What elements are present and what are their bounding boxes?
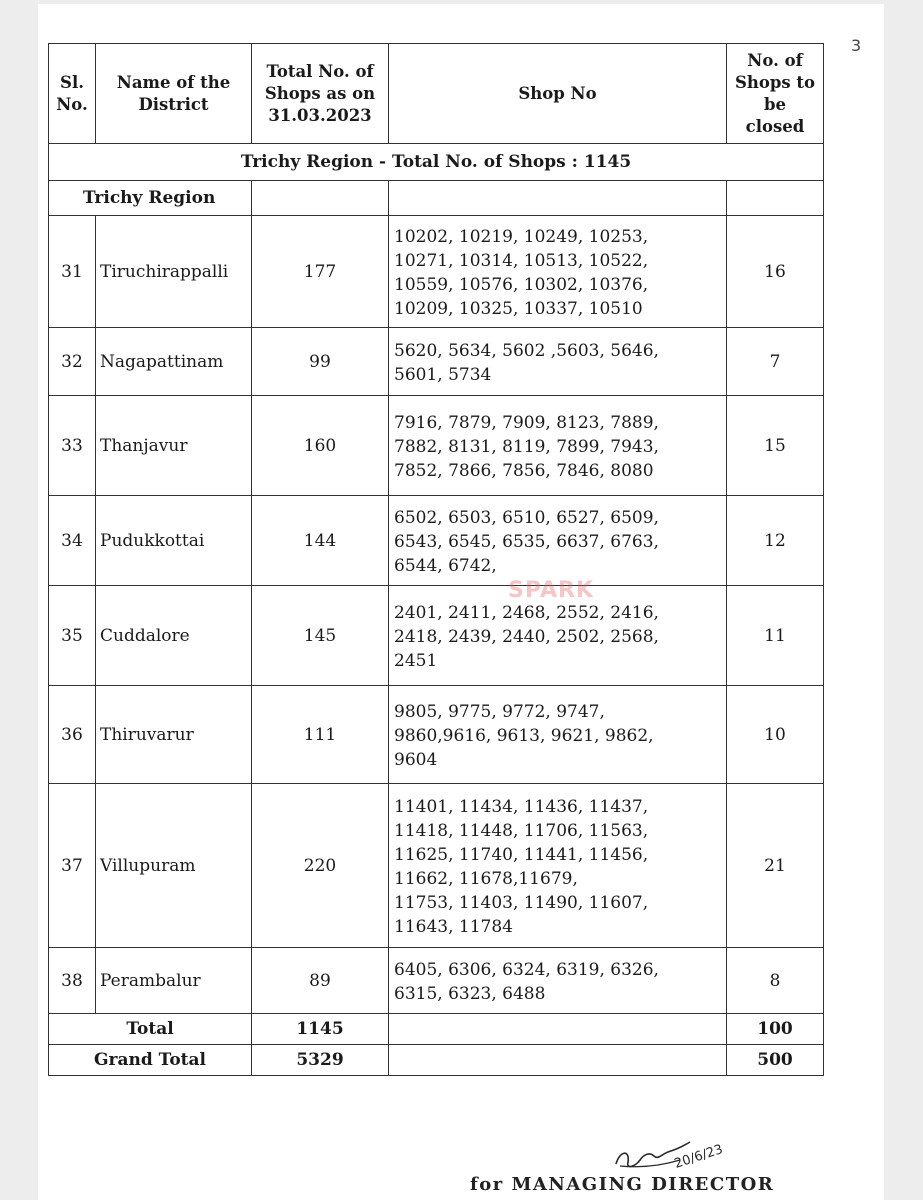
watermark-logo: SPARK — [508, 578, 594, 603]
row-total-shops: 111 — [252, 686, 389, 784]
row-shop-numbers: 2401, 2411, 2468, 2552, 2416, 2418, 2439, 2440, 2502, 2568, 2451 — [389, 586, 727, 686]
total-closed: 100 — [727, 1014, 824, 1045]
district-rows — [49, 216, 824, 1014]
row-sl-no: 38 — [49, 948, 96, 1014]
table-row — [49, 784, 824, 948]
row-shop-numbers: 9805, 9775, 9772, 9747, 9860,9616, 9613, 9621, 9862, 9604 — [389, 686, 727, 784]
row-sl-no: 34 — [49, 496, 96, 586]
row-sl-no: 36 — [49, 686, 96, 784]
row-to-be-closed: 10 — [727, 686, 824, 784]
header-to-be-closed: No. of Shops to be closed — [727, 44, 824, 144]
table-row — [49, 216, 824, 328]
row-district: Villupuram — [96, 784, 252, 948]
grand-total-shops: 5329 — [252, 1045, 389, 1076]
total-row — [49, 1014, 824, 1045]
row-sl-no: 33 — [49, 396, 96, 496]
header-total-shops: Total No. of Shops as on 31.03.2023 — [252, 44, 389, 144]
region-banner: Trichy Region - Total No. of Shops : 1145 — [49, 144, 824, 181]
region-label: Trichy Region — [49, 181, 252, 216]
row-total-shops: 177 — [252, 216, 389, 328]
row-shop-numbers: 10202, 10219, 10249, 10253, 10271, 10314, 10513, 10522, 10559, 10576, 10302, 10376, 10209, 10325, 10337, 10510 — [389, 216, 727, 328]
table-row — [49, 328, 824, 396]
total-label: Total — [49, 1014, 252, 1045]
row-district: Pudukkottai — [96, 496, 252, 586]
row-to-be-closed: 8 — [727, 948, 824, 1014]
row-shop-numbers: 6405, 6306, 6324, 6319, 6326, 6315, 6323, 6488 — [389, 948, 727, 1014]
row-to-be-closed: 7 — [727, 328, 824, 396]
row-to-be-closed: 16 — [727, 216, 824, 328]
table-header-row — [49, 44, 824, 144]
row-district: Thiruvarur — [96, 686, 252, 784]
row-district: Perambalur — [96, 948, 252, 1014]
row-sl-no: 32 — [49, 328, 96, 396]
footer-designation — [470, 1170, 770, 1184]
row-sl-no: 31 — [49, 216, 96, 328]
row-sl-no: 35 — [49, 586, 96, 686]
header-sl-no: Sl. No. — [49, 44, 96, 144]
row-to-be-closed: 12 — [727, 496, 824, 586]
row-total-shops: 160 — [252, 396, 389, 496]
row-total-shops: 145 — [252, 586, 389, 686]
shops-table — [48, 43, 824, 1076]
row-total-shops: 99 — [252, 328, 389, 396]
table-row — [49, 948, 824, 1014]
row-to-be-closed: 21 — [727, 784, 824, 948]
row-shop-numbers: 11401, 11434, 11436, 11437, 11418, 11448, 11706, 11563, 11625, 11740, 11441, 11456, 11662, 11678,11679, 11753, 11403, 11490, 11607, 11643, 11784 — [389, 784, 727, 948]
grand-total-label: Grand Total — [49, 1045, 252, 1076]
row-total-shops: 220 — [252, 784, 389, 948]
row-shop-numbers: 6502, 6503, 6510, 6527, 6509, 6543, 6545, 6535, 6637, 6763, 6544, 6742, — [389, 496, 727, 586]
header-shop-no: Shop No — [389, 44, 727, 144]
signature-date: 20/6/23 — [672, 1142, 725, 1172]
row-to-be-closed: 15 — [727, 396, 824, 496]
row-shop-numbers: 7916, 7879, 7909, 8123, 7889, 7882, 8131, 8119, 7899, 7943, 7852, 7866, 7856, 7846, 8080 — [389, 396, 727, 496]
table-row — [49, 586, 824, 686]
region-label-row — [49, 181, 824, 216]
row-shop-numbers: 5620, 5634, 5602 ,5603, 5646, 5601, 5734 — [389, 328, 727, 396]
header-district: Name of the District — [96, 44, 252, 144]
row-district: Nagapattinam — [96, 328, 252, 396]
grand-total-closed: 500 — [727, 1045, 824, 1076]
grand-total-row — [49, 1045, 824, 1076]
total-shops: 1145 — [252, 1014, 389, 1045]
row-total-shops: 89 — [252, 948, 389, 1014]
row-sl-no: 37 — [49, 784, 96, 948]
table-row — [49, 396, 824, 496]
table-row — [49, 686, 824, 784]
row-to-be-closed: 11 — [727, 586, 824, 686]
row-total-shops: 144 — [252, 496, 389, 586]
row-district: Thanjavur — [96, 396, 252, 496]
row-district: Tiruchirappalli — [96, 216, 252, 328]
region-banner-row — [49, 144, 824, 181]
row-district: Cuddalore — [96, 586, 252, 686]
table-row — [49, 496, 824, 586]
page-number: 3 — [851, 36, 862, 55]
